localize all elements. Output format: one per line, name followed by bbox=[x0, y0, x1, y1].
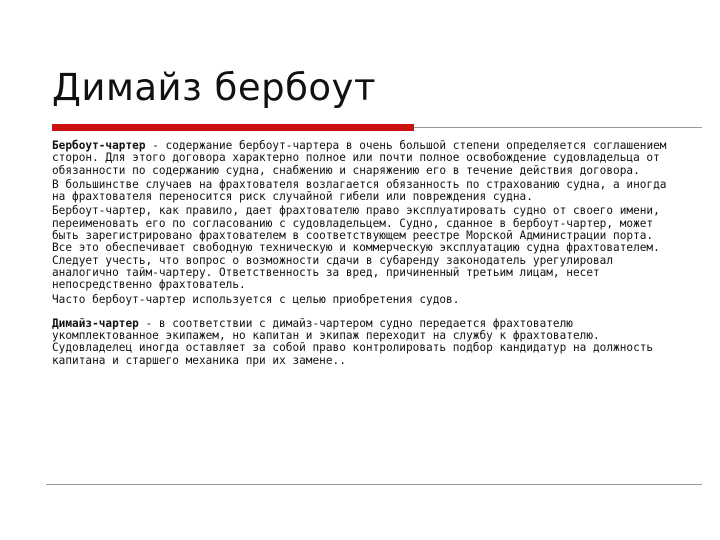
paragraph-text: - содержание бербоут-чартера в очень большой степени определяется соглашением сторон. Для этого договора характерно полное или почти полное освобождение судовладельца от обязанности по содержанию судна, снабжению и снаряжению его в течение действия договора. bbox=[52, 139, 667, 177]
footer-rule bbox=[46, 484, 702, 485]
paragraph-text: Часто бербоут-чартер используется с целью приобретения судов. bbox=[52, 292, 460, 306]
title-underline-thin bbox=[414, 127, 702, 128]
slide-body bbox=[52, 140, 677, 369]
term-demise-charter: Димайз-чартер bbox=[52, 316, 139, 330]
paragraph-operation-rights bbox=[52, 205, 677, 291]
paragraph-text: - в соответствии с димайз-чартером судно передается фрахтователю укомплектованное экипажем, но капитан и экипаж переходит на службу к фрахтователю. Судовладелец иногда оставляет за собой право контролировать подбор кандидатур на должность капитана и старшего механика при их замене.. bbox=[52, 316, 654, 367]
term-barboat-charter: Бербоут-чартер bbox=[52, 139, 146, 152]
paragraph-barboat-definition bbox=[52, 140, 677, 177]
title-underline-accent bbox=[52, 124, 414, 131]
slide-title: Димайз бербоут bbox=[52, 66, 376, 109]
paragraph-acquisition bbox=[52, 294, 677, 306]
title-underline bbox=[52, 124, 702, 130]
paragraph-demise-definition bbox=[52, 318, 677, 367]
paragraph-text: В большинстве случаев на фрахтователя возлагается обязанность по страхованию судна, а иногда на фрахтователя переносится риск случайной гибели или повреждения судна. bbox=[52, 177, 667, 204]
paragraph-insurance bbox=[52, 179, 677, 204]
paragraph-text: Бербоут-чартер, как правило, дает фрахтователю право эксплуатировать судно от своего имени, переименовать его по согласованию с судовладельцем. Судно, сданное в бербоут-чартер, может быть зарегистрировано фрахтователем в соответствующем реестре Морской Администрации порта. Все это обеспечивает свободную техническую и коммерческую эксплуатацию судна фрахтователем. Следует учесть, что вопрос о возможности сдачи в субаренду законодатель урегулировал аналогично тайм-чартеру. Ответственность за вред, причиненный третьим лицам, несет непосредственно фрахтователь. bbox=[52, 204, 660, 292]
